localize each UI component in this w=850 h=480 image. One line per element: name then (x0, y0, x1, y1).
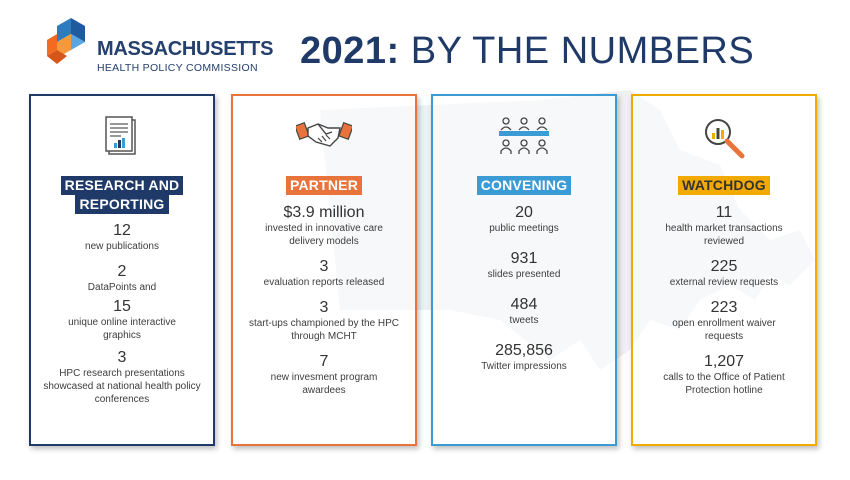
stat-number: $3.9 million (283, 204, 365, 221)
stat-number: 2 (117, 263, 127, 280)
card-icon (233, 116, 415, 162)
stat-item (39, 263, 205, 294)
stats-list (39, 222, 205, 413)
stat-item (241, 299, 407, 343)
stat-label: start-ups championed by the HPC through MCHT (248, 318, 400, 342)
stats-list (241, 204, 407, 404)
stat-item (39, 222, 205, 253)
stat-label: invested in innovative care delivery models (265, 223, 383, 247)
badge-line: PARTNER (286, 176, 362, 195)
magnifier-chart-icon (702, 116, 746, 160)
stat-label: open enrollment waiver requests (672, 318, 776, 342)
page-title-year: 2021: (300, 30, 400, 72)
stat-item (441, 342, 607, 373)
badge-line: WATCHDOG (678, 176, 770, 195)
header (0, 0, 850, 85)
stat-label: slides presented (487, 269, 561, 280)
card-watchdog (631, 94, 817, 446)
category-badge (633, 176, 815, 195)
stat-label: tweets (509, 315, 539, 326)
stats-list (441, 204, 607, 380)
stat-number: 223 (710, 299, 738, 316)
logo-subtitle: HEALTH POLICY COMMISSION (97, 62, 258, 74)
stat-number: 931 (510, 250, 538, 267)
stat-label: unique online interactive graphics (68, 317, 176, 341)
stat-number: 20 (515, 204, 533, 221)
stat-number: 15 (113, 298, 131, 315)
category-badge (233, 176, 415, 195)
card-icon (433, 116, 615, 162)
stat-label: calls to the Office of Patient Protection hotline (663, 372, 785, 396)
stat-label: new publications (85, 241, 159, 252)
stat-item (641, 258, 807, 289)
badge-line: RESEARCH AND (61, 176, 184, 195)
stat-number: 225 (710, 258, 738, 275)
logo-title: MASSACHUSETTS (97, 38, 274, 60)
card-icon (633, 116, 815, 162)
stat-number: 11 (715, 204, 733, 221)
badge-line: REPORTING (75, 195, 168, 214)
stat-item (39, 298, 205, 342)
stat-item (641, 299, 807, 343)
stat-item (641, 353, 807, 397)
stat-item (441, 296, 607, 327)
card-research-reporting (29, 94, 215, 446)
card-icon (31, 116, 213, 162)
stat-item (641, 204, 807, 248)
stat-number: 3 (319, 258, 329, 275)
card-convening (431, 94, 617, 446)
stat-label: public meetings (489, 223, 559, 234)
page-title-text: BY THE NUMBERS (410, 30, 755, 72)
stat-item (241, 353, 407, 397)
logo-mark-icon (45, 16, 95, 66)
stats-list (641, 204, 807, 404)
stat-label: HPC research presentations showcased at national health policy conferences (43, 368, 201, 405)
stat-item (39, 349, 205, 406)
stat-number: 3 (117, 349, 127, 366)
stat-item (241, 204, 407, 248)
stat-label: new invesment program awardees (270, 372, 378, 396)
handshake-icon (296, 116, 352, 150)
meeting-people-icon (497, 116, 551, 156)
stat-number: 484 (510, 296, 538, 313)
stat-label: evaluation reports released (263, 277, 385, 288)
stat-number: 285,856 (495, 342, 553, 359)
category-badge (433, 176, 615, 195)
stat-item (441, 250, 607, 281)
stat-label: Twitter impressions (481, 361, 567, 372)
stat-item (241, 258, 407, 289)
stat-number: 12 (113, 222, 131, 239)
stat-number: 1,207 (703, 353, 745, 370)
stat-label: external review requests (669, 277, 779, 288)
stat-label: DataPoints and (87, 282, 157, 293)
stat-label: health market transactions reviewed (665, 223, 783, 247)
stat-item (441, 204, 607, 235)
badge-line: CONVENING (477, 176, 572, 195)
category-badge (31, 176, 213, 214)
stat-number: 7 (319, 353, 329, 370)
page-title (300, 30, 754, 73)
document-chart-icon (105, 116, 139, 158)
stat-number: 3 (319, 299, 329, 316)
hpc-logo[interactable] (45, 16, 274, 74)
card-partner (231, 94, 417, 446)
